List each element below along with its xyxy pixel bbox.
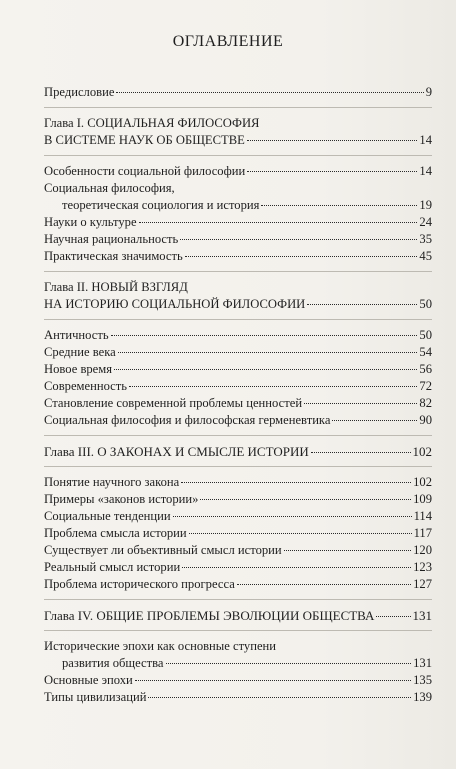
dot-leader	[129, 386, 417, 387]
entry-page: 19	[419, 198, 432, 212]
dot-leader	[304, 403, 417, 404]
dot-leader	[189, 533, 412, 534]
entry-page: 131	[412, 608, 432, 623]
entry-page: 45	[419, 249, 432, 263]
toc-entry: Социальная философия,	[44, 181, 175, 195]
entry-page: 120	[413, 543, 432, 557]
chapter-title-line: Глава II. НОВЫЙ ВЗГЛЯД	[44, 280, 188, 294]
entry-page: 139	[413, 690, 432, 704]
dot-leader	[247, 171, 417, 172]
toc-entry	[44, 412, 432, 429]
toc-heading: ОГЛАВЛЕНИЕ	[172, 33, 284, 50]
entry-page: 72	[419, 379, 432, 393]
chapter-title-text: НА ИСТОРИЮ СОЦИАЛЬНОЙ ФИЛОСОФИИ	[44, 297, 306, 311]
entry-page: 90	[419, 413, 432, 427]
entry-page: 114	[413, 509, 432, 523]
entry-label: Практическая значимость	[44, 249, 183, 263]
dot-leader	[311, 452, 411, 453]
entry-page: 14	[419, 133, 432, 147]
dot-leader	[166, 663, 412, 664]
toc-entry	[44, 361, 432, 378]
section-divider	[44, 155, 432, 156]
entry-page: 131	[413, 656, 432, 670]
dot-leader	[284, 550, 411, 551]
dot-leader	[135, 680, 411, 681]
chapter-heading-1	[44, 115, 432, 149]
toc-entry	[44, 672, 432, 689]
toc-entry: Исторические эпохи как основные ступени	[44, 639, 277, 653]
chapter-title-text: В СИСТЕМЕ НАУК ОБ ОБЩЕСТВЕ	[44, 133, 245, 147]
entry-page: 56	[419, 362, 432, 376]
entry-page: 109	[413, 492, 432, 506]
dot-leader	[148, 697, 411, 698]
dot-leader	[118, 352, 418, 353]
entry-page: 123	[413, 560, 432, 574]
dot-leader	[307, 304, 417, 305]
dot-leader	[181, 482, 411, 483]
dot-leader	[139, 222, 418, 223]
entry-page: 24	[419, 215, 432, 229]
chapter-heading-4	[44, 607, 432, 624]
toc-entry	[44, 508, 432, 525]
dot-leader	[116, 92, 423, 93]
dot-leader	[200, 499, 411, 500]
dot-leader	[180, 239, 417, 240]
section-divider	[44, 630, 432, 631]
chapter-heading-3	[44, 443, 432, 460]
entry-label: Социальные тенденции	[44, 509, 171, 523]
dot-leader	[332, 420, 417, 421]
chapter-title-line: Глава I. СОЦИАЛЬНАЯ ФИЛОСОФИЯ	[44, 116, 260, 130]
entry-page: 102	[413, 475, 432, 489]
entry-page: 14	[419, 164, 432, 178]
entry-label: Примеры «законов истории»	[44, 492, 199, 506]
entry-page: 82	[419, 396, 432, 410]
entry-label: Реальный смысл истории	[44, 560, 181, 574]
entry-page: 117	[413, 526, 432, 540]
entry-page: 135	[413, 673, 432, 687]
entry-label: Средние века	[44, 345, 116, 359]
entry-page: 50	[419, 328, 432, 342]
section-divider	[44, 435, 432, 436]
chapter-title-line	[44, 132, 432, 149]
entry-label: развития общества	[62, 656, 164, 670]
entry-label: Проблема смысла истории	[44, 526, 187, 540]
entry-page: 9	[425, 85, 432, 99]
toc-entry	[44, 214, 432, 231]
toc-entry	[44, 344, 432, 361]
toc-entry	[44, 327, 432, 344]
chapter-heading-2	[44, 279, 432, 313]
section-divider	[44, 319, 432, 320]
section-divider	[44, 271, 432, 272]
dot-leader	[185, 256, 418, 257]
dot-leader	[247, 140, 418, 141]
entry-label: Предисловие	[44, 85, 115, 99]
entry-page: 102	[412, 444, 432, 459]
toc-entry	[44, 395, 432, 412]
toc-entry	[44, 576, 432, 593]
entry-label: Существует ли объективный смысл истории	[44, 543, 282, 557]
toc-entry	[44, 163, 432, 180]
dot-leader	[111, 335, 418, 336]
toc-entry	[44, 248, 432, 265]
entry-page: 127	[413, 577, 432, 591]
entry-label: Новое время	[44, 362, 113, 376]
chapter-title-text: Глава III. О ЗАКОНАХ И СМЫСЛЕ ИСТОРИИ	[44, 444, 309, 459]
dot-leader	[114, 369, 417, 370]
toc-entry	[44, 197, 432, 214]
section-divider	[44, 599, 432, 600]
toc-entry	[44, 491, 432, 508]
entry-page: 50	[419, 297, 432, 311]
toc-entry	[44, 689, 432, 706]
dot-leader	[182, 567, 411, 568]
entry-label: Античность	[44, 328, 109, 342]
entry-label: Понятие научного закона	[44, 475, 180, 489]
toc-entry	[44, 542, 432, 559]
entry-label: Становление современной проблемы ценностей	[44, 396, 303, 410]
chapter-title-line	[44, 296, 432, 313]
dot-leader	[376, 616, 410, 617]
section-divider	[44, 107, 432, 108]
toc-entry	[44, 559, 432, 576]
table-of-contents	[44, 84, 432, 706]
chapter-title-text: Глава IV. ОБЩИЕ ПРОБЛЕМЫ ЭВОЛЮЦИИ ОБЩЕСТВА	[44, 608, 375, 623]
dot-leader	[173, 516, 412, 517]
entry-label: теоретическая социология и история	[62, 198, 260, 212]
entry-label: Современность	[44, 379, 128, 393]
toc-entry	[44, 474, 432, 491]
entry-label: Основные эпохи	[44, 673, 133, 687]
entry-label: Науки о культуре	[44, 215, 137, 229]
entry-label: Проблема исторического прогресса	[44, 577, 235, 591]
dot-leader	[237, 584, 411, 585]
section-divider	[44, 466, 432, 467]
dot-leader	[261, 205, 417, 206]
toc-entry-preface	[44, 84, 432, 101]
toc-entry	[44, 655, 432, 672]
toc-entry	[44, 525, 432, 542]
entry-label: Научная рациональность	[44, 232, 179, 246]
toc-entry	[44, 231, 432, 248]
entry-label: Типы цивилизаций	[44, 690, 147, 704]
entry-page: 35	[419, 232, 432, 246]
toc-entry	[44, 378, 432, 395]
entry-label: Социальная философия и философская герменевтика	[44, 413, 331, 427]
entry-label: Особенности социальной философии	[44, 164, 246, 178]
entry-page: 54	[419, 345, 432, 359]
